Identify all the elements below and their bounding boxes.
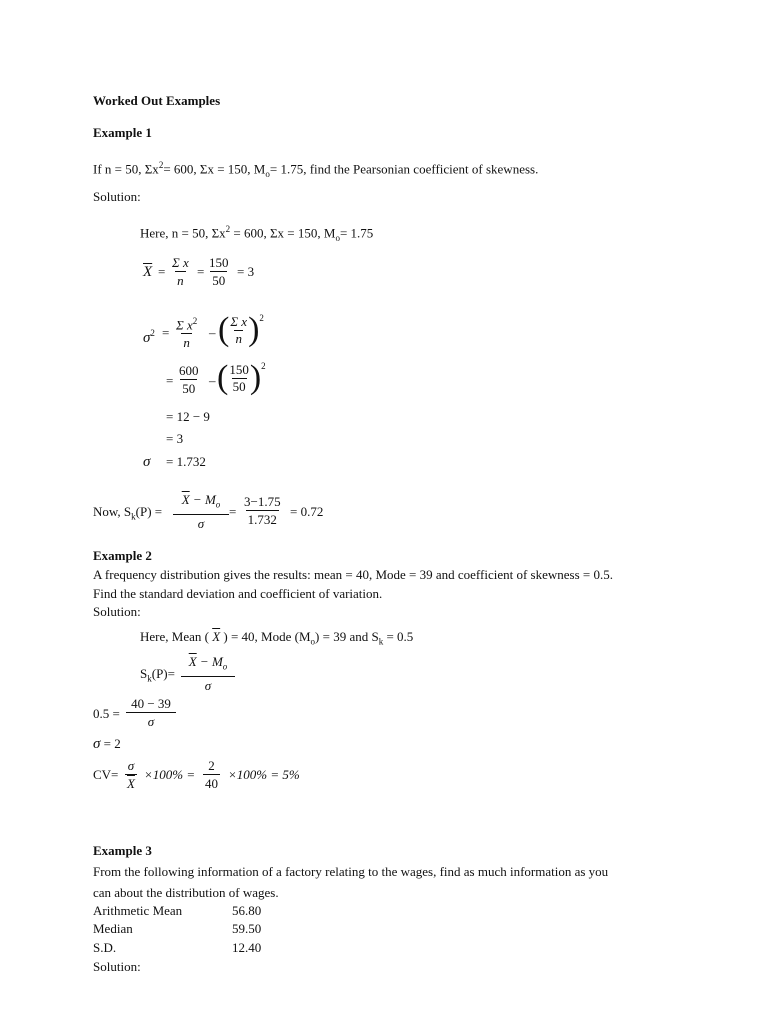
equals-sign: = (162, 325, 170, 340)
example-2-given: Here, Mean ( $\overline{X}$ ) = 40, Mode $(M_o) = 39$ and $S_k = 0.5$ (140, 629, 414, 647)
cv-multiply-100: ×100% = (144, 767, 196, 782)
example-1-question: If n = 50, $\Sigma x^2= 600$, Σx = 150, $M_o= 1.75$, find the Pearsonian coefficient of skewness. (93, 160, 539, 179)
example-2-title: Example 2 (93, 548, 152, 563)
sigma-symbol: σ (143, 454, 151, 470)
example-3-question-line-2: can about the distribution of wages. (93, 885, 279, 900)
equation-lhs-0-5: 0.5 = (93, 706, 120, 721)
mean-result: = 3 (237, 264, 255, 279)
table-row-value: 59.50 (232, 921, 262, 936)
skewness-result: = 0.72 (290, 504, 324, 519)
example-2-question-line-1: A frequency distribution gives the results: mean = 40, Mode = 39 and coefficient of skewness = 0.5. (93, 567, 613, 582)
cv-label: CV= (93, 767, 119, 782)
mean-symbol: $\overline{X}$ (143, 264, 153, 280)
fraction-150-50-squared: ( 150 50 ) $^2$ (217, 359, 266, 396)
sum-x-over-n-fraction: $\frac{\text{Σ x}}{n}$ (172, 255, 189, 288)
table-row-label: Arithmetic Mean (93, 903, 183, 918)
sigma-equals-2: σ = 2 (93, 736, 121, 752)
sigma-result: = 1.732 (166, 454, 206, 469)
step-12-minus-9: = 12 − 9 (166, 409, 210, 424)
example-2-solution-label: Solution: (93, 604, 141, 619)
mean-squared-paren: ( Σ x n ) $^2$ (218, 311, 264, 348)
minus-sign: – (209, 373, 216, 388)
fraction-600-50: $\frac{600}{50}$ (179, 363, 199, 396)
table-row-label: S.D. (93, 940, 117, 955)
example-3-question-line-1: From the following information of a factory relating to the wages, find as much information as you (93, 864, 609, 879)
cv-result: ×100% = 5% (228, 767, 300, 782)
sk-label: $S_k(P)=$ (140, 666, 175, 684)
equals-sign: = (158, 264, 166, 279)
fraction-2-40: $\frac{2}{40}$ (205, 758, 218, 791)
equals-sign: = (229, 504, 237, 519)
table-row-value: 56.80 (232, 903, 262, 918)
example-1-solution-label: Solution: (93, 189, 141, 204)
cv-sigma-over-mean: $\frac{\sigma}{X}$ (127, 758, 135, 791)
equals-sign: = (166, 373, 174, 388)
equals-sign: = (197, 264, 205, 279)
sum-x2-over-n-fraction: $\frac{\Sigma x^2}{n}$ (176, 316, 198, 351)
example-3-solution-label: Solution: (93, 959, 141, 974)
table-row-label: Median (93, 921, 133, 936)
example-1-given: Here, n = 50, $\Sigma x^2 = 600$, Σx = 150, $M_o= 1.75$ (140, 224, 374, 243)
minus-sign: – (209, 325, 216, 340)
skewness-formula-fraction: $\frac{\overline{X} - M_o}{\sigma}$ (173, 492, 229, 531)
page-heading: Worked Out Examples (93, 93, 221, 108)
table-row-value: 12.40 (232, 940, 262, 955)
skewness-label: Now, $S_k(P)$ = (93, 504, 163, 522)
skewness-value-fraction: $\frac{3-1.75}{1.732}$ (244, 494, 281, 527)
sk-formula-fraction: $\frac{\overline{X} - M_o}{\sigma}$ (181, 654, 235, 693)
step-3: = 3 (166, 431, 184, 446)
example-1-title: Example 1 (93, 125, 152, 140)
sigma-squared: $\sigma^2$ (143, 328, 155, 346)
example-2-question-line-2: Find the standard deviation and coefficient of variation. (93, 586, 383, 601)
fraction-40-39-over-sigma: $\frac{40 - 39}{\sigma}$ (126, 696, 176, 729)
mean-fraction: $\frac{150}{50}$ (209, 255, 229, 288)
example-3-title: Example 3 (93, 843, 152, 858)
